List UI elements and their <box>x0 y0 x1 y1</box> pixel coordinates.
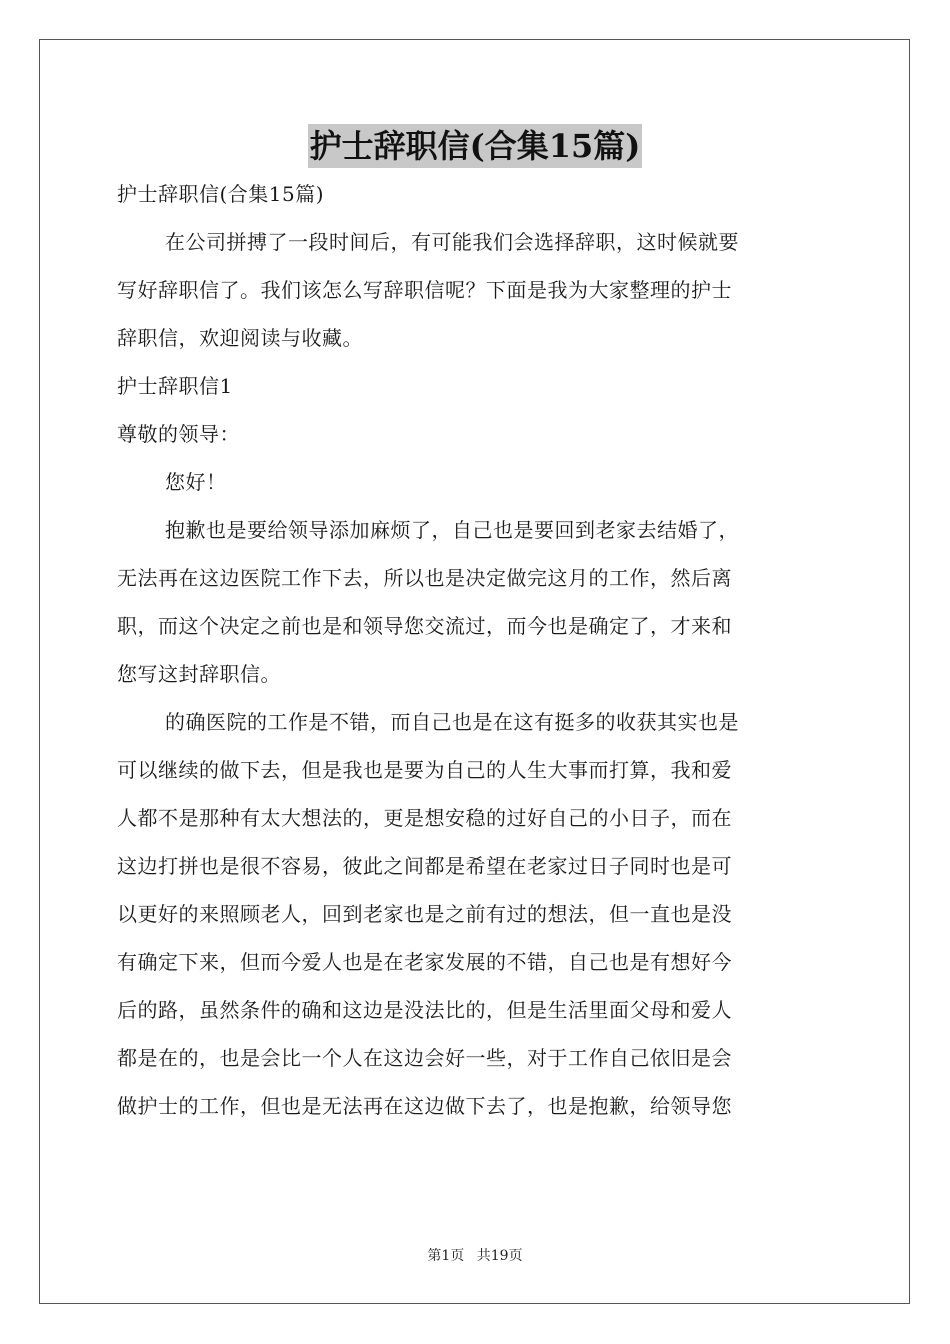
body-text-line: 辞职信，欢迎阅读与收藏。 <box>117 326 363 350</box>
body-text-line: 以更好的来照顾老人，回到老家也是之前有过的想法，但一直也是没 <box>117 902 732 926</box>
line-spacer <box>117 590 835 614</box>
body-text-line: 这边打拼也是很不容易，彼此之间都是希望在老家过日子同时也是可 <box>117 854 732 878</box>
line-spacer <box>117 686 835 710</box>
body-text-line: 在公司拼搏了一段时间后，有可能我们会选择辞职，这时候就要 <box>165 230 739 254</box>
body-text-line: 职，而这个决定之前也是和领导您交流过，而今也是确定了，才来和 <box>117 614 732 638</box>
line-spacer <box>117 782 835 806</box>
body-text-line: 人都不是那种有太大想法的，更是想安稳的过好自己的小日子，而在 <box>117 806 732 830</box>
body-text-line: 可以继续的做下去，但是我也是要为自己的人生大事而打算，我和爱 <box>117 758 732 782</box>
page-total: 共19页 <box>476 1248 523 1264</box>
line-spacer <box>117 974 835 998</box>
line-spacer <box>117 734 835 758</box>
document-title-text: 护士辞职信(合集15篇) <box>308 124 643 168</box>
body-text-line: 尊敬的领导： <box>117 422 240 446</box>
body-text-line: 的确医院的工作是不错，而自己也是在这有挺多的收获其实也是 <box>165 710 739 734</box>
body-text-line: 抱歉也是要给领导添加麻烦了，自己也是要回到老家去结婚了， <box>165 518 739 542</box>
body-text-line: 写好辞职信了。我们该怎么写辞职信呢？下面是我为大家整理的护士 <box>117 278 732 302</box>
line-spacer <box>117 830 835 854</box>
body-text-line: 您写这封辞职信。 <box>117 662 281 686</box>
body-text-line: 您好！ <box>165 470 227 494</box>
line-spacer <box>117 254 835 278</box>
body-text-line: 做护士的工作，但也是无法再在这边做下去了，也是抱歉，给领导您 <box>117 1094 732 1118</box>
page-footer <box>0 1246 950 1266</box>
line-spacer <box>117 1022 835 1046</box>
line-spacer <box>117 1070 835 1094</box>
document-body <box>117 182 835 1118</box>
body-text-line: 无法再在这边医院工作下去，所以也是决定做完这月的工作，然后离 <box>117 566 732 590</box>
line-spacer <box>117 926 835 950</box>
line-spacer <box>117 350 835 374</box>
body-text-line: 都是在的，也是会比一个人在这边会好一些，对于工作自己依旧是会 <box>117 1046 732 1070</box>
body-text-line: 后的路，虽然条件的确和这边是没法比的，但是生活里面父母和爱人 <box>117 998 732 1022</box>
line-spacer <box>117 446 835 470</box>
document-title <box>0 124 950 168</box>
line-spacer <box>117 302 835 326</box>
line-spacer <box>117 494 835 518</box>
body-text-line: 有确定下来，但而今爱人也是在老家发展的不错，自己也是有想好今 <box>117 950 732 974</box>
line-spacer <box>117 398 835 422</box>
line-spacer <box>117 542 835 566</box>
line-spacer <box>117 206 835 230</box>
page-number: 第1页 <box>427 1248 465 1264</box>
line-spacer <box>117 878 835 902</box>
line-spacer <box>117 638 835 662</box>
body-text-line: 护士辞职信1 <box>117 374 233 398</box>
body-text-line: 护士辞职信(合集15篇) <box>117 182 325 206</box>
